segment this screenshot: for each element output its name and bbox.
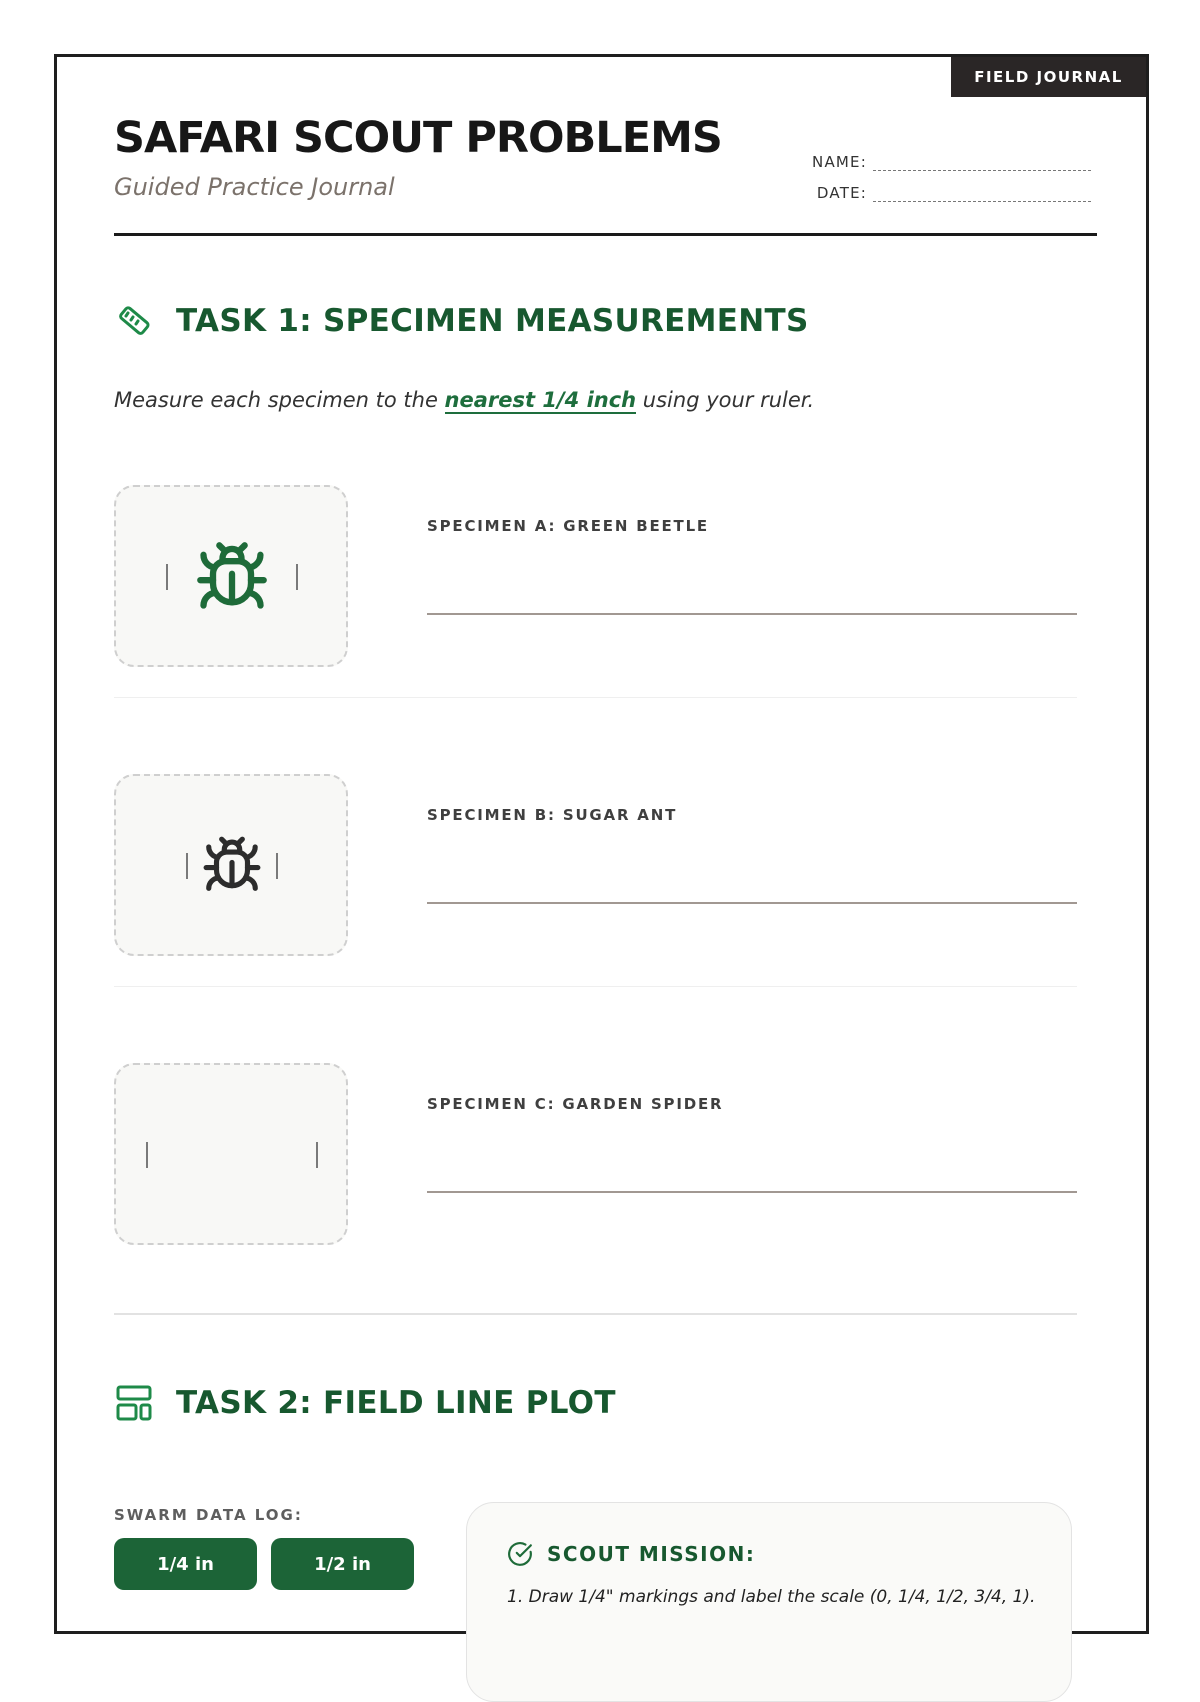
scout-mission-heading (507, 1541, 755, 1567)
date-label: DATE: (816, 184, 867, 202)
measure-tick-right (296, 564, 298, 590)
name-label: NAME: (812, 153, 867, 171)
field-journal-badge: FIELD JOURNAL (951, 57, 1146, 97)
name-field[interactable] (791, 153, 1091, 171)
task1-heading (114, 301, 809, 341)
specimen-b-answer-line[interactable] (427, 902, 1077, 904)
row-divider (114, 986, 1077, 987)
specimen-c-label: SPECIMEN C: GARDEN SPIDER (427, 1095, 724, 1113)
mission-step-1: 1. Draw 1/4" markings and label the scale (0, 1/4, 1/2, 3/4, 1). (507, 1587, 1036, 1607)
specimen-c-answer-line[interactable] (427, 1191, 1077, 1193)
instruction-text-start: Measure each specimen to the (114, 388, 445, 412)
scout-mission-card (466, 1502, 1072, 1702)
measure-tick-right (316, 1142, 318, 1168)
bug-icon (201, 834, 263, 896)
task2-heading (114, 1383, 616, 1423)
check-circle-icon (507, 1541, 533, 1567)
task2-title: TASK 2: FIELD LINE PLOT (176, 1385, 616, 1421)
task1-instruction (114, 388, 814, 412)
name-blank[interactable] (873, 156, 1091, 171)
measure-tick-left (146, 1142, 148, 1168)
swarm-data-log-label: SWARM DATA LOG: (114, 1506, 303, 1524)
instruction-highlight: nearest 1/4 inch (444, 388, 637, 412)
page-subtitle: Guided Practice Journal (114, 173, 395, 201)
layout-icon (114, 1383, 154, 1423)
specimen-a-box (114, 485, 348, 667)
specimen-a-label: SPECIMEN A: GREEN BEETLE (427, 517, 709, 535)
date-field[interactable] (791, 184, 1091, 202)
header-divider (114, 233, 1097, 236)
data-chip-quarter-inch[interactable]: 1/4 in (114, 1538, 257, 1590)
data-chip-half-inch[interactable]: 1/2 in (271, 1538, 414, 1590)
beetle-icon (194, 539, 270, 615)
specimen-b-box (114, 774, 348, 956)
measure-tick-left (166, 564, 168, 590)
page-title: SAFARI SCOUT PROBLEMS (114, 113, 722, 163)
task1-title: TASK 1: SPECIMEN MEASUREMENTS (176, 303, 809, 339)
date-blank[interactable] (873, 187, 1091, 202)
section-divider (114, 1313, 1077, 1315)
row-divider (114, 697, 1077, 698)
specimen-c-box (114, 1063, 348, 1245)
specimen-b-label: SPECIMEN B: SUGAR ANT (427, 806, 678, 824)
instruction-text-end: using your ruler. (636, 388, 815, 412)
specimen-a-answer-line[interactable] (427, 613, 1077, 615)
worksheet-page (54, 54, 1149, 1634)
scout-mission-title: SCOUT MISSION: (547, 1542, 756, 1566)
measure-tick-left (186, 853, 188, 879)
ruler-icon (114, 301, 154, 341)
measure-tick-right (276, 853, 278, 879)
